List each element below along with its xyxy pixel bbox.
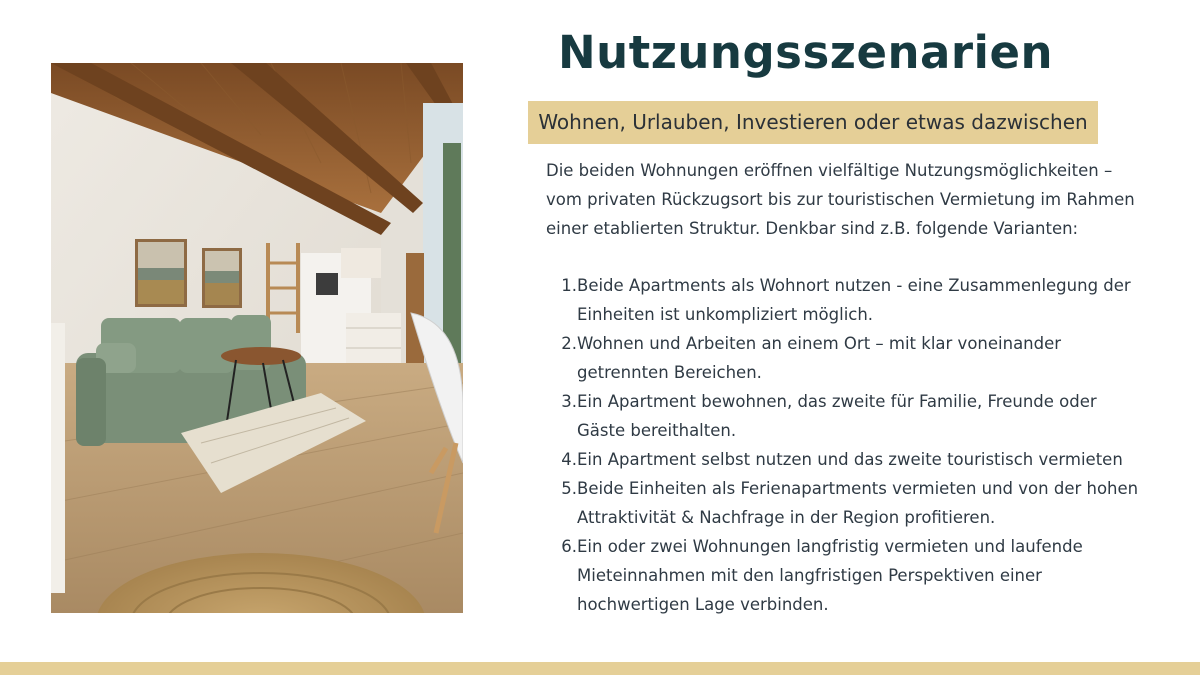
list-item-text: Ein oder zwei Wohnungen langfristig vermieten und laufende Mieteinnahmen mit den langfristigen Perspektiven einer hochwertigen Lage verbinden. [577,537,1083,614]
list-item [546,445,1146,474]
subtitle-banner: Wohnen, Urlauben, Investieren oder etwas dazwischen [528,101,1098,144]
list-item [546,387,1146,445]
list-item-text: Wohnen und Arbeiten an einem Ort – mit klar voneinander getrennten Bereichen. [577,334,1062,382]
list-item [546,271,1146,329]
list-item [546,532,1146,619]
page-title: Nutzungsszenarien [558,26,1054,79]
list-item-text: Beide Apartments als Wohnort nutzen - eine Zusammenlegung der Einheiten ist unkompliziert möglich. [577,276,1131,324]
list-item-number: 6. [561,537,577,556]
list-item [546,329,1146,387]
list-item-number: 5. [561,479,577,498]
scenario-list [546,271,1146,619]
list-item-number: 1. [561,276,577,295]
apartment-living-room-photo [51,63,463,613]
bottom-accent-bar [0,662,1200,675]
list-item-text: Beide Einheiten als Ferienapartments vermieten und von der hohen Attraktivität & Nachfrage in der Region profitieren. [577,479,1139,527]
intro-paragraph: Die beiden Wohnungen eröffnen vielfältige Nutzungsmöglichkeiten – vom privaten Rückzugsort bis zur touristischen Vermietung im Rahmen einer etablierten Struktur. Denkbar sind z.B. folgende Varianten: [546,161,1135,238]
list-item-number: 2. [561,334,577,353]
list-item-text: Ein Apartment bewohnen, das zweite für Familie, Freunde oder Gäste bereithalten. [577,392,1097,440]
list-item-text: Ein Apartment selbst nutzen und das zweite touristisch vermieten [577,450,1123,469]
list-item-number: 4. [561,450,577,469]
list-item-number: 3. [561,392,577,411]
list-item [546,474,1146,532]
